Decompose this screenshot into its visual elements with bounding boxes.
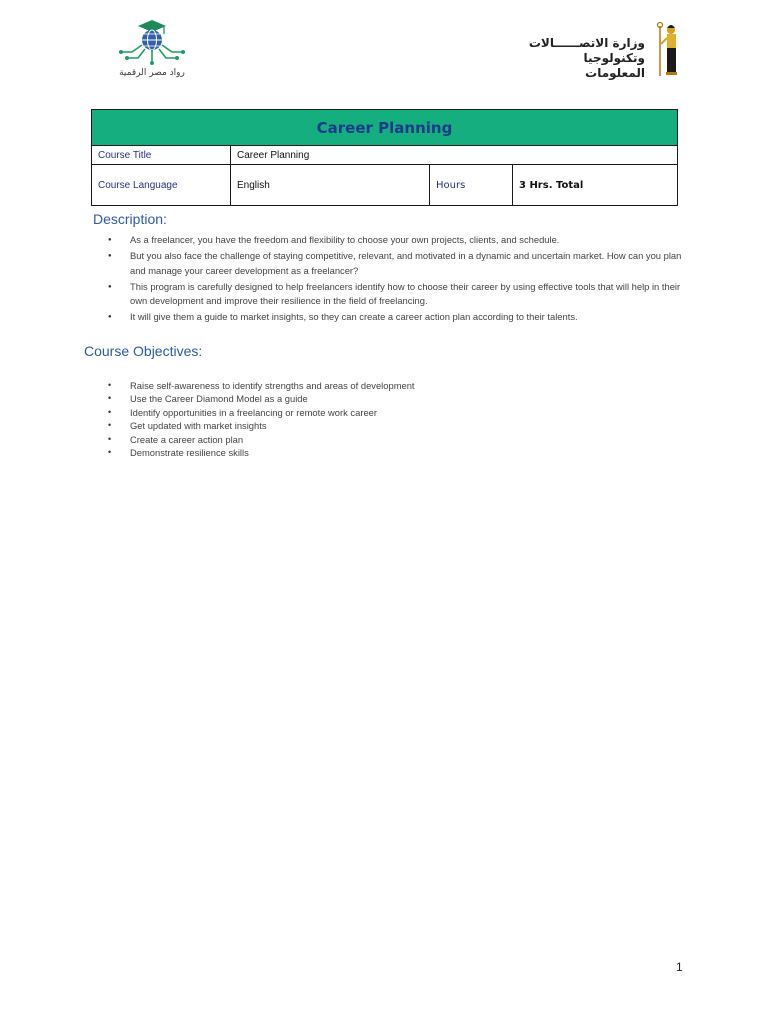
list-item: ● As a freelancer, you have the freedom and flexibility to choose your own projects, clients, and schedule. <box>130 233 690 248</box>
list-item: ● It will give them a guide to market insights, so they can create a career action plan according to their talents. <box>130 310 690 325</box>
hours-value: 3 Hrs. Total <box>513 165 678 206</box>
list-item: • Create a career action plan <box>130 433 690 446</box>
digital-egypt-pioneers-logo <box>112 18 192 82</box>
list-item: • Raise self-awareness to identify strengths and areas of development <box>130 379 690 392</box>
description-list <box>130 233 690 326</box>
course-title-label: Course Title <box>92 146 231 165</box>
course-language-value: English <box>231 165 430 206</box>
ministry-name-line2: وتكنولوجيا المعلومات <box>583 51 645 80</box>
hours-label: Hours <box>430 165 513 206</box>
course-language-label: Course Language <box>92 165 231 206</box>
list-item: ● But you also face the challenge of staying competitive, relevant, and motivated in a dynamic and uncertain market. How can you plan and manage your career development as a freelancer? <box>130 249 690 278</box>
ministry-logo <box>528 20 685 80</box>
list-item: • Demonstrate resilience skills <box>130 446 690 459</box>
description-heading: Description: <box>93 211 167 227</box>
course-info-table <box>91 109 678 206</box>
ministry-name-line1: وزارة الاتصــــــالات <box>528 36 645 50</box>
list-item: ● This program is carefully designed to help freelancers identify how to choose their career by using effective tools that will help in their own development and improve their resilience in the field of freelancing. <box>130 280 690 309</box>
objectives-heading: Course Objectives: <box>84 343 203 359</box>
pharaonic-figure-icon <box>653 20 685 80</box>
course-banner-title: Career Planning <box>92 110 678 146</box>
globe-graduation-cap-icon <box>112 18 192 68</box>
page-number: 1 <box>676 960 683 974</box>
logo-caption: رواد مصر الرقمية <box>119 68 185 78</box>
objectives-list <box>130 379 690 459</box>
list-item: • Get updated with market insights <box>130 419 690 432</box>
list-item: • Use the Career Diamond Model as a guide <box>130 392 690 405</box>
list-item: • Identify opportunities in a freelancing or remote work career <box>130 406 690 419</box>
course-title-value: Career Planning <box>231 146 678 165</box>
